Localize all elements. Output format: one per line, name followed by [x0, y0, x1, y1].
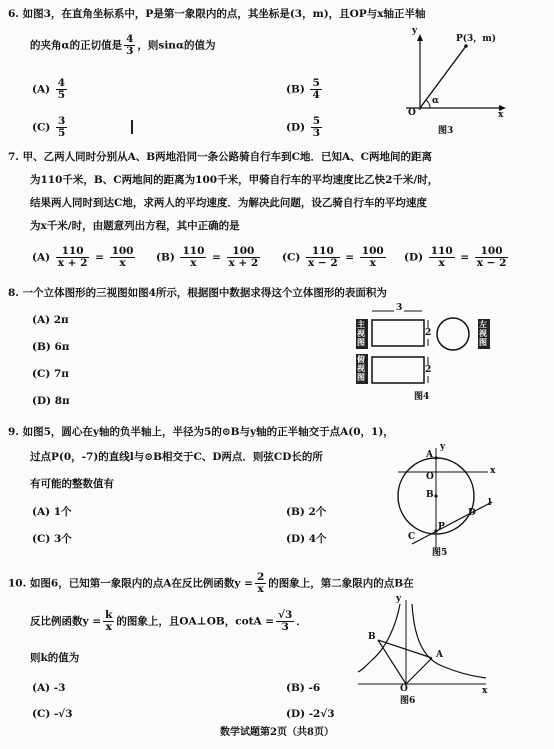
q10-number: 10. — [8, 577, 27, 590]
frac-den: 3 — [281, 621, 289, 634]
curve-second-quadrant — [358, 604, 400, 672]
a-label: A — [436, 650, 443, 660]
figure-5-caption: 图5 — [432, 548, 448, 558]
rhs-fraction — [360, 246, 386, 269]
lhs-fraction — [429, 246, 455, 269]
q6-number: 6. — [8, 8, 19, 20]
top-view-label: 俯视图 — [357, 354, 365, 382]
frac-num: 5 — [312, 115, 321, 127]
q9-text-1: 如图5，圆心在y轴的负半轴上，半径为5的⊙B与y轴的正半轴交于点A(0，1)， — [22, 426, 394, 438]
q9-number: 9. — [8, 426, 19, 438]
option-label: (C) — [32, 121, 51, 134]
q9-line1 — [8, 426, 394, 439]
q10-text-3: 则k的值为 — [30, 652, 80, 664]
top-dim-label: 3 — [396, 303, 403, 313]
option-fraction — [56, 78, 67, 101]
figure-6 — [352, 596, 492, 708]
front-view-label: 主视图 — [357, 319, 365, 347]
q10-frac-1 — [255, 572, 266, 595]
point-b — [434, 494, 437, 497]
frac-num: 110 — [56, 246, 90, 258]
q9-option-c: (C) 3个 — [32, 533, 72, 545]
op-segment — [420, 46, 466, 108]
o-label: O — [426, 472, 434, 482]
q10-option-c: (C) -√3 — [32, 708, 73, 720]
equals-sign: = — [460, 251, 470, 264]
q7-option-d — [404, 246, 510, 269]
q10-option-b: (B) -6 — [286, 682, 321, 694]
equals-sign: = — [212, 251, 221, 264]
y-label: y — [412, 26, 418, 36]
option-label: (C) — [282, 251, 301, 264]
dim-1-label: 2 — [425, 328, 432, 338]
q6-option-c — [32, 116, 69, 139]
origin-label: O — [408, 108, 416, 118]
frac-den: x − 2 — [476, 257, 507, 270]
q6-line1 — [8, 8, 425, 21]
q7-option-a — [32, 246, 137, 269]
q6-text-1: 如图3，在直角坐标系中，P是第一象限内的点，其坐标是(3，m)，且OP与x轴正半轴 — [22, 8, 426, 20]
figure-6-caption: 图6 — [400, 696, 416, 706]
q8-option-a: (A) 2π — [32, 314, 69, 326]
frac-num: 4 — [126, 33, 134, 45]
figure-3 — [398, 26, 508, 140]
l-label: l — [488, 498, 492, 508]
frac-num: 100 — [475, 246, 509, 258]
c-label: C — [408, 532, 416, 542]
dim-2-label: 2 — [425, 365, 432, 375]
q10-text-2b: 的图象上，且OA⊥OB，cotA = — [116, 615, 275, 628]
q6-option-d — [286, 116, 324, 139]
frac-den: 4 — [312, 89, 320, 102]
option-fraction — [56, 116, 67, 139]
lhs-fraction — [56, 246, 90, 269]
lhs-fraction — [306, 246, 340, 269]
pen-mark — [131, 120, 133, 134]
option-label: (D) — [404, 251, 424, 264]
q9-text-2: 过点P(0，-7)的直线l与⊙B相交于C、D两点．则弦CD长的所 — [30, 451, 323, 463]
segment-oa — [406, 658, 432, 684]
frac-den: 5 — [57, 127, 66, 140]
option-label: (B) — [286, 83, 305, 96]
frac-den: 5 — [57, 89, 66, 102]
point-a — [434, 456, 437, 459]
figure-4-caption: 图4 — [414, 392, 430, 402]
q10-line2 — [30, 610, 307, 633]
x-label: x — [498, 110, 504, 120]
q9-option-a: (A) 1个 — [32, 506, 72, 518]
x-label: x — [490, 466, 496, 476]
frac-num: 100 — [227, 246, 261, 258]
frac-den: x — [257, 583, 264, 596]
q10-frac-2 — [103, 610, 114, 633]
q9-option-b: (B) 2个 — [286, 506, 327, 518]
y-label: y — [440, 442, 446, 452]
rhs-fraction — [227, 246, 261, 269]
frac-num: k — [105, 609, 113, 621]
q7-text-4: 为x千米/时，由题意列出方程，其中正确的是 — [30, 220, 240, 232]
line-l — [412, 502, 492, 544]
frac-num: 2 — [256, 571, 265, 583]
frac-den: x — [105, 621, 112, 634]
q10-text-2a: 反比例函数y = — [30, 615, 102, 628]
q10-text-1a: 如图6，已知第一象限内的点A在反比例函数y = — [29, 577, 253, 590]
side-view-circle — [437, 318, 469, 350]
frac-num: 110 — [306, 246, 340, 258]
figure-3-caption: 图3 — [438, 126, 454, 136]
frac-num: 100 — [361, 245, 384, 257]
page-footer: 数学试题第2页（共8页） — [220, 727, 334, 738]
frac-den: 3 — [312, 127, 321, 140]
frac-num: 3 — [57, 115, 66, 127]
o-label: O — [400, 684, 408, 694]
frac-num: √3 — [278, 609, 293, 621]
front-view-rect — [372, 320, 424, 346]
q7-text-2: 为110千米，B、C两地间的距离为100千米，甲骑自行车的平均速度比乙快2千米/时， — [30, 174, 439, 186]
frac-num: 110 — [430, 245, 453, 257]
q6-tan-fraction — [124, 34, 135, 57]
b-label: B — [368, 632, 376, 642]
frac-den: 3 — [126, 45, 134, 58]
q8-line1 — [8, 287, 387, 300]
frac-den: x + 2 — [228, 257, 259, 270]
q7-line1 — [8, 151, 432, 164]
q8-option-d: (D) 8π — [32, 395, 70, 407]
q6-text-2b: ，则sinα的值为 — [137, 39, 216, 52]
p-label: P — [438, 522, 445, 532]
alpha-label: α — [432, 96, 439, 106]
q10-option-a: (A) -3 — [32, 682, 66, 694]
q10-frac-3 — [276, 610, 294, 633]
figure-4 — [352, 303, 502, 410]
q9-text-3: 有可能的整数值有 — [30, 478, 114, 490]
q6-option-a — [32, 78, 69, 101]
option-fraction — [311, 116, 322, 139]
frac-num: 5 — [312, 77, 320, 89]
frac-den: x — [369, 257, 376, 270]
frac-num: 4 — [57, 77, 66, 89]
q10-text-2c: ． — [296, 615, 307, 628]
frac-den: x — [190, 257, 197, 270]
frac-num: 110 — [182, 245, 205, 257]
segment-ob — [378, 640, 406, 684]
frac-num: 100 — [111, 245, 134, 257]
option-fraction — [310, 78, 321, 101]
q9-option-d: (D) 4个 — [286, 533, 327, 545]
equals-sign: = — [345, 251, 355, 264]
y-axis-arrow — [417, 34, 423, 41]
option-label: (D) — [286, 121, 306, 134]
option-label: (A) — [32, 83, 51, 96]
p-label: P(3，m) — [456, 34, 497, 44]
figure-5-svg — [392, 446, 502, 562]
rhs-fraction — [475, 246, 509, 269]
q10-text-1b: 的图象上，第二象限内的点B在 — [268, 577, 414, 590]
y-label: y — [396, 594, 402, 604]
frac-den: x + 2 — [57, 257, 88, 270]
q6-option-b — [286, 78, 324, 101]
frac-den: x − 2 — [307, 257, 338, 270]
q7-text-3: 结果两人同时到达C地，求两人的平均速度．为解决此问题，设乙骑自行车的平均速度 — [30, 197, 427, 209]
q8-option-b: (B) 6π — [32, 341, 70, 353]
q6-line2 — [30, 34, 216, 57]
x-label: x — [482, 686, 488, 696]
figure-5 — [392, 442, 502, 562]
q7-number: 7. — [8, 151, 19, 163]
a-label: A — [426, 450, 433, 460]
q8-number: 8. — [8, 287, 19, 299]
q10-option-d: (D) -2√3 — [286, 708, 335, 720]
lhs-fraction — [180, 246, 206, 269]
option-label: (A) — [32, 251, 51, 264]
rhs-fraction — [110, 246, 136, 269]
equals-sign: = — [95, 251, 104, 264]
q10-line1 — [8, 572, 414, 595]
q6-text-2a: 的夹角α的正切值是 — [30, 39, 123, 52]
alpha-arc — [426, 100, 430, 108]
figure-6-svg — [352, 596, 492, 708]
top-view-rect — [372, 357, 424, 383]
q7-option-b — [156, 246, 262, 269]
q7-option-c — [282, 246, 388, 269]
frac-den: x — [438, 257, 445, 270]
figure-3-svg — [398, 30, 508, 140]
option-label: (B) — [156, 251, 175, 264]
segment-ab — [378, 640, 432, 658]
b-label: B — [426, 490, 434, 500]
q8-option-c: (C) 7π — [32, 368, 69, 380]
frac-den: x — [119, 257, 126, 270]
q8-text: 一个立体图形的三视图如图4所示，根据图中数据求得这个立体图形的表面积为 — [22, 287, 387, 299]
q7-text-1: 甲、乙两人同时分别从A、B两地沿同一条公路骑自行车到C地．已知A、C两地间的距离 — [22, 151, 433, 163]
d-label: D — [468, 508, 476, 518]
side-view-label: 左视图 — [479, 319, 487, 347]
